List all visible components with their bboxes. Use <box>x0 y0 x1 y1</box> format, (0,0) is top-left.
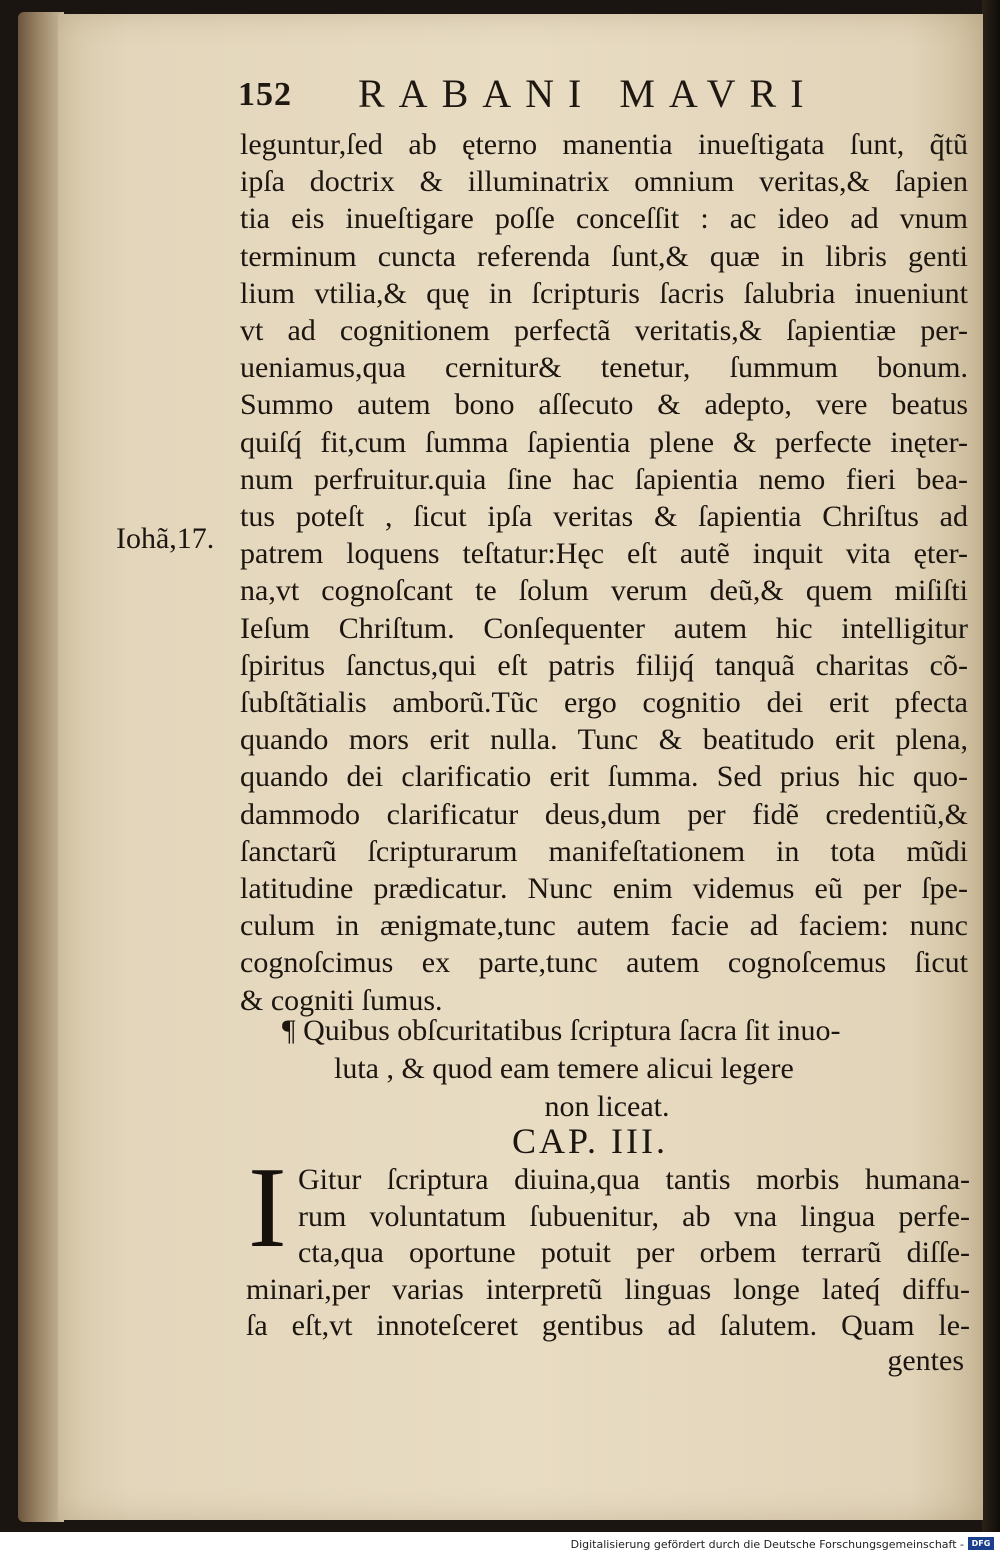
page-header <box>238 70 858 120</box>
text-line: quiſq́ fit,cum ſumma ſapientia plene & perfecte inęter- <box>240 425 968 459</box>
text-line: na,vt cognoſcant te ſolum verum deũ,& quem miſiſti <box>240 574 968 608</box>
text-line: Ieſum Chriſtum. Conſequenter autem hic intelligitur <box>240 611 968 645</box>
text-line: tus poteſt , ſicut ipſa veritas & ſapientia Chriſtus ad <box>240 500 968 534</box>
text-line: quando dei clarificatio erit ſumma. Sed prius hic quo- <box>240 760 968 794</box>
text-line: ueniamus,qua cernitur& tenetur, ſummum bonum. <box>240 351 968 385</box>
text-line: rum voluntatum ſubuenitur, ab vna lingua perfe- <box>298 1199 970 1233</box>
chapter-text <box>246 1162 970 1345</box>
footer-credit: Digitalisierung gefördert durch die Deutsche Forschungsgemeinschaft - <box>570 1538 964 1551</box>
text-line: & cogniti ſumus. <box>240 983 443 1017</box>
text-line: cognoſcimus ex parte,tunc autem cognoſcemus ſicut <box>240 946 968 980</box>
text-line: ſanctarũ ſcripturarum manifeſtationem in tota mũdi <box>240 834 968 868</box>
summary-line: ¶ Quibus obſcuritatibus ſcriptura ſacra ſit inuo- <box>282 1014 841 1047</box>
text-line: quando mors erit nulla. Tunc & beatitudo erit plena, <box>240 723 968 757</box>
catchword: gentes <box>887 1344 964 1377</box>
text-line: lium vtilia,& quę in ſcripturis ſacris ſalubria inueniunt <box>240 276 968 310</box>
margin-note: Iohã,17. <box>116 522 215 555</box>
chapter-title: CAP. III. <box>512 1121 669 1161</box>
text-line: patrem loquens teſtatur:Hęc eſt autẽ inquit vita ęter- <box>240 537 968 571</box>
text-line: ipſa doctrix & illuminatrix omnium veritas,& ſapien <box>240 165 968 199</box>
page-number: 152 <box>238 76 292 113</box>
text-line: vt ad cognitionem perfectã veritatis,& ſapientiæ per- <box>240 314 968 348</box>
text-line: cta,qua oportune potuit per orbem terrarũ diſſe- <box>298 1236 970 1269</box>
drop-cap: I <box>248 1144 287 1272</box>
text-line: dammodo clarificatur deus,dum per fidẽ credentiũ,& <box>240 797 968 831</box>
summary-line: luta , & quod eam temere alicui legere <box>334 1052 794 1085</box>
text-line: terminum cuncta referenda ſunt,& quæ in libris genti <box>240 239 968 273</box>
text-line: ſubſtãtialis amborũ.Tũc ergo cognitio dei erit pfecta <box>240 686 968 720</box>
text-line: minari,per varias interpretũ linguas longe lateq́ diffu- <box>246 1272 970 1306</box>
summary-line: non liceat. <box>544 1090 670 1123</box>
text-line: ſpiritus ſanctus,qui eſt patris filijq́ tanquã charitas cõ- <box>240 648 968 682</box>
text-line: leguntur,ſed ab ęterno manentia inueſtigata ſunt, q̃tũ <box>240 128 968 161</box>
text-line: latitudine prædicatur. Nunc enim videmus eũ per ſpe- <box>240 872 968 906</box>
text-line: tia eis inueſtigare poſſe conceſſit : ac ideo ad vnum <box>240 202 968 236</box>
running-head: RABANI MAVRI <box>358 71 818 116</box>
text-line: Summo autem bono aſſecuto & adepto, vere beatus <box>240 388 968 422</box>
text-line: Gitur ſcriptura diuina,qua tantis morbis humana- <box>298 1163 970 1196</box>
text-line: ſa eſt,vt innoteſceret gentibus ad ſalutem. Quam le- <box>246 1309 970 1342</box>
dfg-logo: DFG <box>968 1537 994 1550</box>
chapter-summary <box>282 1012 972 1126</box>
text-line: num perfruitur.quia ſine hac ſapientia nemo fieri bea- <box>240 462 968 496</box>
body-text <box>240 126 968 1019</box>
book-edge-right <box>982 0 1000 1532</box>
text-line: culum in ænigmate,tunc autem facie ad faciem: nunc <box>240 909 968 943</box>
